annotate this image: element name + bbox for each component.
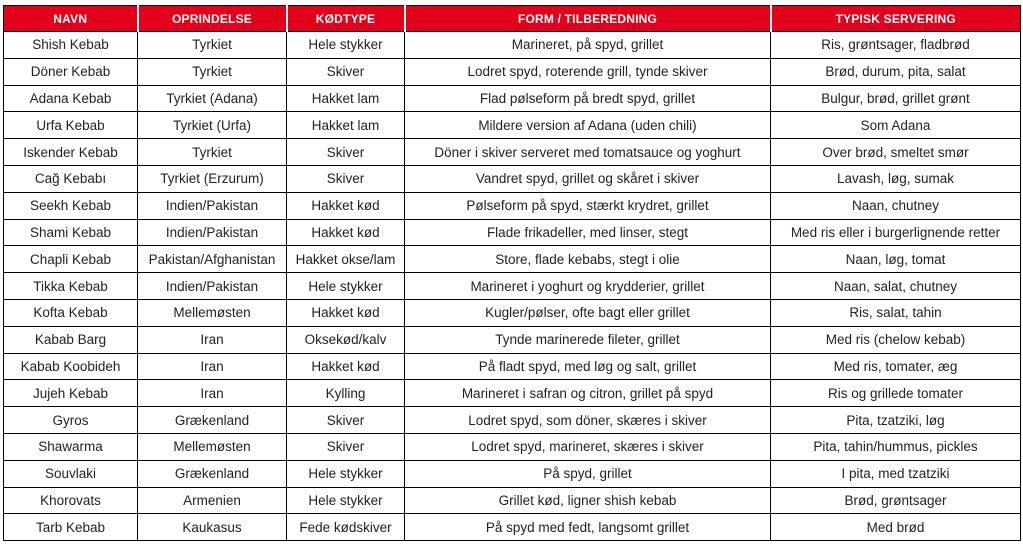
cell-koedtype: Skiver — [287, 139, 405, 166]
cell-oprindelse: Tyrkiet (Urfa) — [138, 112, 287, 139]
kebab-table-container — [3, 5, 1021, 541]
cell-servering: Med brød — [771, 514, 1021, 541]
cell-navn: Cağ Kebabı — [4, 165, 138, 192]
cell-servering: Naan, løg, tomat — [771, 246, 1021, 273]
cell-servering: Bulgur, brød, grillet grønt — [771, 85, 1021, 112]
cell-koedtype: Hele stykker — [287, 273, 405, 300]
table-row — [4, 32, 1021, 59]
cell-koedtype: Hakket kød — [287, 219, 405, 246]
cell-form: Flad pølseform på bredt spyd, grillet — [405, 85, 771, 112]
cell-navn: Chapli Kebab — [4, 246, 138, 273]
cell-navn: Iskender Kebab — [4, 139, 138, 166]
header-koedtype: KØDTYPE — [287, 6, 405, 32]
cell-servering: Ris, grøntsager, fladbrød — [771, 32, 1021, 59]
cell-navn: Döner Kebab — [4, 58, 138, 85]
header-navn: NAVN — [4, 6, 138, 32]
cell-navn: Souvlaki — [4, 460, 138, 487]
cell-servering: I pita, med tzatziki — [771, 460, 1021, 487]
header-row — [4, 6, 1021, 32]
cell-navn: Seekh Kebab — [4, 192, 138, 219]
cell-form: Lodret spyd, som döner, skæres i skiver — [405, 407, 771, 434]
table-row — [4, 514, 1021, 541]
table-row — [4, 353, 1021, 380]
cell-servering: Naan, chutney — [771, 192, 1021, 219]
cell-servering: Over brød, smeltet smør — [771, 139, 1021, 166]
cell-servering: Brød, durum, pita, salat — [771, 58, 1021, 85]
cell-form: Vandret spyd, grillet og skåret i skiver — [405, 165, 771, 192]
cell-navn: Tarb Kebab — [4, 514, 138, 541]
table-row — [4, 460, 1021, 487]
table-body — [4, 32, 1021, 541]
cell-koedtype: Hele stykker — [287, 487, 405, 514]
cell-koedtype: Hakket kød — [287, 353, 405, 380]
table-row — [4, 273, 1021, 300]
cell-servering: Ris og grillede tomater — [771, 380, 1021, 407]
table-row — [4, 112, 1021, 139]
table-row — [4, 192, 1021, 219]
cell-oprindelse: Grækenland — [138, 407, 287, 434]
cell-koedtype: Hakket kød — [287, 192, 405, 219]
table-row — [4, 246, 1021, 273]
cell-koedtype: Hele stykker — [287, 32, 405, 59]
cell-oprindelse: Mellemøsten — [138, 299, 287, 326]
cell-navn: Khorovats — [4, 487, 138, 514]
table-row — [4, 165, 1021, 192]
table-row — [4, 299, 1021, 326]
cell-form: Mildere version af Adana (uden chili) — [405, 112, 771, 139]
header-oprindelse: OPRINDELSE — [138, 6, 287, 32]
cell-koedtype: Skiver — [287, 407, 405, 434]
cell-oprindelse: Indien/Pakistan — [138, 192, 287, 219]
cell-koedtype: Hakket lam — [287, 85, 405, 112]
cell-form: På spyd med fedt, langsomt grillet — [405, 514, 771, 541]
cell-oprindelse: Iran — [138, 326, 287, 353]
cell-navn: Urfa Kebab — [4, 112, 138, 139]
cell-navn: Kofta Kebab — [4, 299, 138, 326]
cell-koedtype: Skiver — [287, 433, 405, 460]
cell-navn: Shawarma — [4, 433, 138, 460]
table-row — [4, 407, 1021, 434]
cell-koedtype: Hakket okse/lam — [287, 246, 405, 273]
cell-navn: Jujeh Kebab — [4, 380, 138, 407]
cell-oprindelse: Tyrkiet — [138, 139, 287, 166]
header-typisk-servering: TYPISK SERVERING — [771, 6, 1021, 32]
cell-navn: Kabab Barg — [4, 326, 138, 353]
cell-servering: Som Adana — [771, 112, 1021, 139]
cell-form: Kugler/pølser, ofte bagt eller grillet — [405, 299, 771, 326]
cell-navn: Adana Kebab — [4, 85, 138, 112]
cell-servering: Pita, tzatziki, løg — [771, 407, 1021, 434]
cell-oprindelse: Pakistan/Afghanistan — [138, 246, 287, 273]
header-form-tilberedning: FORM / TILBEREDNING — [405, 6, 771, 32]
cell-oprindelse: Tyrkiet — [138, 32, 287, 59]
cell-oprindelse: Tyrkiet (Adana) — [138, 85, 287, 112]
cell-servering: Naan, salat, chutney — [771, 273, 1021, 300]
cell-navn: Gyros — [4, 407, 138, 434]
cell-oprindelse: Tyrkiet — [138, 58, 287, 85]
cell-form: Store, flade kebabs, stegt i olie — [405, 246, 771, 273]
cell-form: Lodret spyd, roterende grill, tynde skiver — [405, 58, 771, 85]
table-row — [4, 58, 1021, 85]
cell-koedtype: Fede kødskiver — [287, 514, 405, 541]
cell-koedtype: Skiver — [287, 58, 405, 85]
cell-koedtype: Oksekød/kalv — [287, 326, 405, 353]
cell-servering: Med ris, tomater, æg — [771, 353, 1021, 380]
kebab-table — [3, 5, 1021, 541]
cell-oprindelse: Mellemøsten — [138, 433, 287, 460]
cell-servering: Brød, grøntsager — [771, 487, 1021, 514]
cell-servering: Ris, salat, tahin — [771, 299, 1021, 326]
cell-form: På fladt spyd, med løg og salt, grillet — [405, 353, 771, 380]
cell-navn: Shami Kebab — [4, 219, 138, 246]
cell-servering: Lavash, løg, sumak — [771, 165, 1021, 192]
table-row — [4, 487, 1021, 514]
table-row — [4, 219, 1021, 246]
cell-koedtype: Hele stykker — [287, 460, 405, 487]
cell-oprindelse: Indien/Pakistan — [138, 273, 287, 300]
cell-form: Döner i skiver serveret med tomatsauce og yoghurt — [405, 139, 771, 166]
table-row — [4, 433, 1021, 460]
cell-servering: Med ris (chelow kebab) — [771, 326, 1021, 353]
cell-form: Grillet kød, ligner shish kebab — [405, 487, 771, 514]
cell-oprindelse: Iran — [138, 380, 287, 407]
cell-navn: Tikka Kebab — [4, 273, 138, 300]
cell-form: Tynde marinerede fileter, grillet — [405, 326, 771, 353]
table-row — [4, 380, 1021, 407]
cell-koedtype: Hakket kød — [287, 299, 405, 326]
cell-koedtype: Kylling — [287, 380, 405, 407]
cell-form: Marineret i yoghurt og krydderier, grillet — [405, 273, 771, 300]
cell-form: Marineret i safran og citron, grillet på spyd — [405, 380, 771, 407]
cell-form: Flade frikadeller, med linser, stegt — [405, 219, 771, 246]
cell-oprindelse: Armenien — [138, 487, 287, 514]
cell-form: Pølseform på spyd, stærkt krydret, grillet — [405, 192, 771, 219]
cell-koedtype: Hakket lam — [287, 112, 405, 139]
cell-servering: Med ris eller i burgerlignende retter — [771, 219, 1021, 246]
cell-navn: Kabab Koobideh — [4, 353, 138, 380]
table-row — [4, 139, 1021, 166]
table-row — [4, 326, 1021, 353]
cell-oprindelse: Grækenland — [138, 460, 287, 487]
cell-form: Marineret, på spyd, grillet — [405, 32, 771, 59]
cell-form: På spyd, grillet — [405, 460, 771, 487]
cell-form: Lodret spyd, marineret, skæres i skiver — [405, 433, 771, 460]
cell-oprindelse: Indien/Pakistan — [138, 219, 287, 246]
table-row — [4, 85, 1021, 112]
cell-navn: Shish Kebab — [4, 32, 138, 59]
cell-koedtype: Skiver — [287, 165, 405, 192]
cell-oprindelse: Tyrkiet (Erzurum) — [138, 165, 287, 192]
cell-oprindelse: Iran — [138, 353, 287, 380]
cell-oprindelse: Kaukasus — [138, 514, 287, 541]
cell-servering: Pita, tahin/hummus, pickles — [771, 433, 1021, 460]
